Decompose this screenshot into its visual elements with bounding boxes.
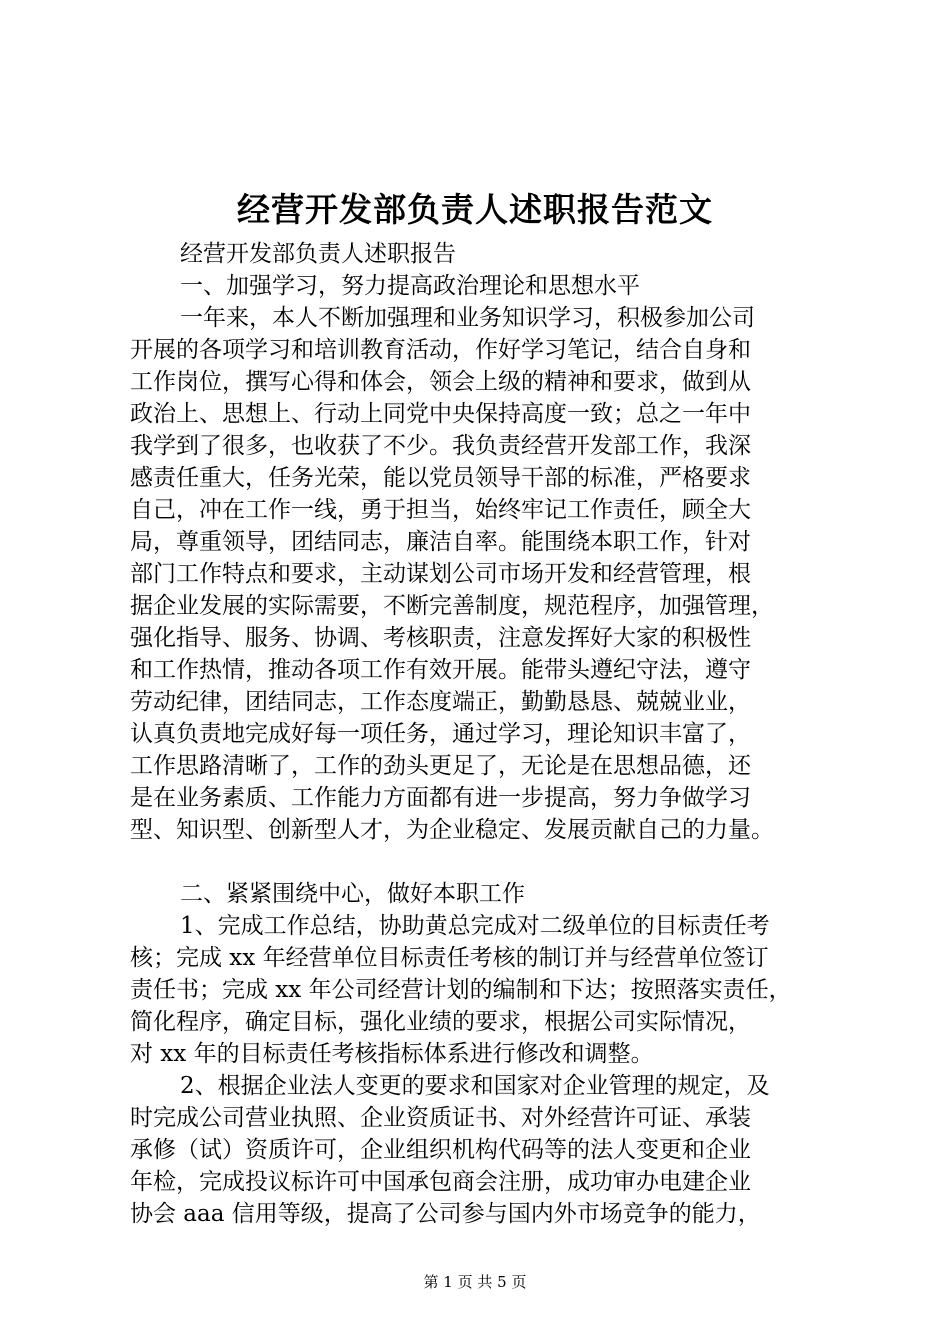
- text-line: 型、知识型、创新型人才，为企业稳定、发展贡献自己的力量。: [130, 817, 774, 843]
- text-line: 据企业发展的实际需要，不断完善制度，规范程序，加强管理，: [130, 593, 774, 619]
- text-line: 认真负责地完成好每一项任务，通过学习，理论知识丰富了，: [130, 721, 751, 747]
- text-line: 部门工作特点和要求，主动谋划公司市场开发和经营管理，根: [130, 561, 751, 587]
- text-line: 和工作热情，推动各项工作有效开展。能带头遵纪守法，遵守: [130, 657, 751, 683]
- text-line: 承修（试）资质许可，企业组织机构代码等的法人变更和企业: [130, 1137, 751, 1163]
- text-line: 2、根据企业法人变更的要求和国家对企业管理的规定，及: [180, 1073, 770, 1099]
- text-line: 责任书；完成 xx 年公司经营计划的编制和下达；按照落实责任，: [130, 977, 792, 1003]
- text-line: 协会 aaa 信用等级，提高了公司参与国内外市场竞争的能力，: [130, 1201, 761, 1227]
- text-line: 对 xx 年的目标责任考核指标体系进行修改和调整。: [130, 1041, 654, 1067]
- text-line: 工作岗位，撰写心得和体会，领会上级的精神和要求，做到从: [130, 369, 751, 395]
- text-line: 年检，完成投议标许可中国承包商会注册，成功审办电建企业: [130, 1169, 751, 1195]
- text-line: 二、紧紧围绕中心，做好本职工作: [180, 881, 525, 907]
- text-line: 时完成公司营业执照、企业资质证书、对外经营许可证、承装: [130, 1105, 751, 1131]
- text-line: 是在业务素质、工作能力方面都有进一步提高，努力争做学习: [130, 785, 751, 811]
- text-line: 政治上、思想上、行动上同党中央保持高度一致；总之一年中: [130, 401, 751, 427]
- document-body: [130, 238, 845, 1230]
- text-line: 开展的各项学习和培训教育活动，作好学习笔记，结合自身和: [130, 337, 751, 363]
- text-line: 感责任重大，任务光荣，能以党员领导干部的标准，严格要求: [130, 465, 751, 491]
- document-title: 经营开发部负责人述职报告范文: [237, 190, 713, 229]
- text-line: 核；完成 xx 年经营单位目标责任考核的制订并与经营单位签订: [130, 945, 769, 971]
- text-line: 强化指导、服务、协调、考核职责，注意发挥好大家的积极性: [130, 625, 751, 651]
- text-line: 简化程序，确定目标，强化业绩的要求，根据公司实际情况，: [130, 1009, 751, 1035]
- text-line: 我学到了很多，也收获了不少。我负责经营开发部工作，我深: [130, 433, 751, 459]
- text-line: 一年来，本人不断加强理和业务知识学习，积极参加公司: [180, 305, 755, 331]
- blank-line: [130, 846, 845, 878]
- text-line: 工作思路清晰了，工作的劲头更足了，无论是在思想品德，还: [130, 753, 751, 779]
- text-line: 自己，冲在工作一线，勇于担当，始终牢记工作责任，顾全大: [130, 497, 751, 523]
- text-line: 经营开发部负责人述职报告: [180, 241, 456, 267]
- text-line: 1、完成工作总结，协助黄总完成对二级单位的目标责任考: [180, 913, 770, 939]
- text-line: 一、加强学习，努力提高政治理论和思想水平: [180, 273, 640, 299]
- text-line: 局，尊重领导，团结同志，廉洁自率。能围绕本职工作，针对: [130, 529, 751, 555]
- text-line: 劳动纪律，团结同志，工作态度端正，勤勤恳恳、兢兢业业，: [130, 689, 751, 715]
- page-footer: 第 1 页 共 5 页: [423, 1273, 527, 1291]
